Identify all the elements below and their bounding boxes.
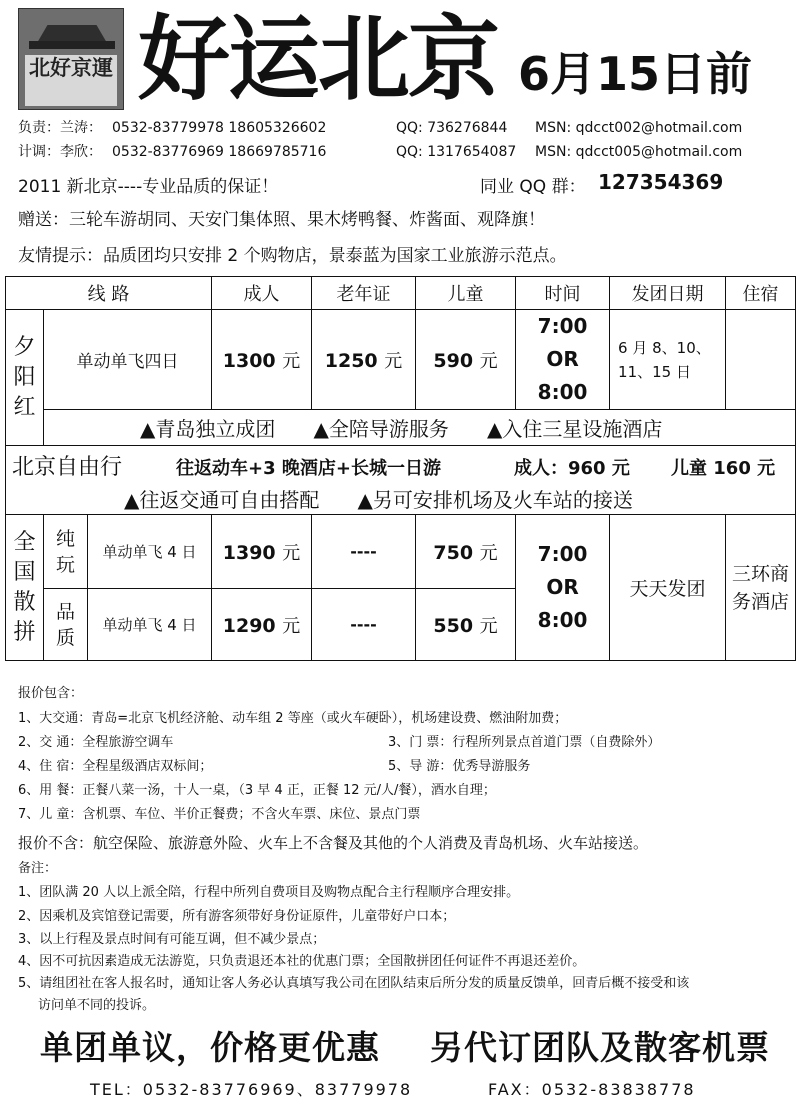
xiyanghong-child-value: 590 xyxy=(433,349,474,372)
exclude-line: 报价不含：航空保险、旅游意外险、火车上不含餐及其他的个人消费及青岛机场、火车站接送。 xyxy=(18,834,649,852)
remark-title: 备注： xyxy=(18,861,58,876)
quanguo-child-unit-1: 元 xyxy=(479,542,498,564)
quanguo-route-2: 单动单飞 4 日 xyxy=(88,589,212,661)
remark-3: 3、以上行程及景点时间有可能互调，但不减少景点； xyxy=(18,932,326,947)
free-travel-desc: 往返动车+3 晚酒店+长城一日游 xyxy=(176,458,441,479)
header-adult: 成人 xyxy=(212,277,312,310)
quanguo-adult-unit-2: 元 xyxy=(282,615,301,637)
promo-line: 2011 新北京----专业品质的保证！ xyxy=(18,177,279,197)
table-row-quanguo-chunwan xyxy=(6,515,796,589)
quanguo-senior-price-1: ---- xyxy=(312,515,416,589)
remark-2: 2、因乘机及宾馆登记需要，所有游客须带好身份证原件，儿童带好户口本； xyxy=(18,909,456,924)
quanguo-child-value-2: 550 xyxy=(433,614,474,637)
header-dates: 发团日期 xyxy=(610,277,726,310)
table-row-free-travel xyxy=(6,446,796,515)
xiyanghong-features: ▲青岛独立成团 ▲全陪导游服务 ▲入住三星设施酒店 xyxy=(44,410,796,446)
table-row-xiyanghong xyxy=(6,310,796,410)
contact-role-2: 计调：李欣： xyxy=(18,144,102,160)
xiyanghong-time xyxy=(516,310,610,410)
xiyanghong-route: 单动单飞四日 xyxy=(44,310,212,410)
contact-msn-2: MSN: qdcct005@hotmail.com xyxy=(535,144,743,160)
header-stay: 住宿 xyxy=(726,277,796,310)
xiyanghong-dates: 6 月 8、10、11、15 日 xyxy=(610,310,726,410)
quanguo-route-1: 单动单飞 4 日 xyxy=(88,515,212,589)
quanguo-type-2: 品质 xyxy=(44,589,88,661)
include-item-7: 7、儿 童：含机票、车位、半价正餐费；不含火车票、床位、景点门票 xyxy=(18,807,421,822)
quanguo-child-price-2 xyxy=(416,589,516,661)
gift-line: 赠送：三轮车游胡同、天安门集体照、果木烤鸭餐、炸酱面、观降旗！ xyxy=(18,210,545,230)
xiyanghong-senior-unit: 元 xyxy=(384,350,403,372)
quanguo-stay: 三环商务酒店 xyxy=(726,515,796,661)
contact-qq-2: QQ: 1317654087 xyxy=(396,144,517,160)
include-item-3: 3、门 票：行程所列景点首道门票（自费除外） xyxy=(388,735,661,750)
tip-line: 友情提示：品质团均只安排 2 个购物店，景泰蓝为国家工业旅游示范点。 xyxy=(18,246,567,266)
qq-group-label: 同业 QQ 群： xyxy=(480,177,586,197)
footer-tel: TEL：0532-83776969、83779978 xyxy=(90,1080,413,1099)
quanguo-adult-unit-1: 元 xyxy=(282,542,301,564)
contact-phone-2: 0532-83776969 18669785716 xyxy=(112,144,327,160)
xiyanghong-adult-value: 1300 xyxy=(222,349,276,372)
header-route: 线 路 xyxy=(6,277,212,310)
free-travel-notes: ▲往返交通可自由搭配 ▲另可安排机场及火车站的接送 xyxy=(124,488,633,512)
table-row-xiyanghong-features xyxy=(6,410,796,446)
time-option-1: 7:00 xyxy=(537,314,588,338)
quanguo-adult-value-2: 1290 xyxy=(222,614,276,637)
quanguo-adult-price-2 xyxy=(212,589,312,661)
slogan: 单团单议，价格更优惠 另代订团队及散客机票 xyxy=(40,1028,770,1067)
quanguo-dates: 天天发团 xyxy=(610,515,726,661)
quanguo-time-option-2: 8:00 xyxy=(537,608,588,632)
quanguo-type-1: 纯玩 xyxy=(44,515,88,589)
remark-5-cont: 访问单不同的投诉。 xyxy=(38,998,156,1013)
remark-4: 4、因不可抗因素造成无法游览，只负责退还本社的优惠门票；全国散拼团任何证件不再退还差价。 xyxy=(18,954,586,969)
xiyanghong-child-unit: 元 xyxy=(479,350,498,372)
quanguo-time-option-1: 7:00 xyxy=(537,542,588,566)
contact-msn-1: MSN: qdcct002@hotmail.com xyxy=(535,120,743,136)
quanguo-time xyxy=(516,515,610,661)
xiyanghong-adult-unit: 元 xyxy=(282,350,301,372)
quanguo-senior-price-2: ---- xyxy=(312,589,416,661)
remark-1: 1、团队满 20 人以上派全陪，行程中所列自费项目及购物点配合主行程顺序合理安排。 xyxy=(18,885,520,900)
title-date: 6月15日前 xyxy=(518,47,753,101)
contact-qq-1: QQ: 736276844 xyxy=(396,120,508,136)
quanguo-adult-value-1: 1390 xyxy=(222,541,276,564)
xiyanghong-senior-price xyxy=(312,310,416,410)
include-item-1: 1、大交通：青岛=北京飞机经济舱、动车组 2 等座（或火车硬卧），机场建设费、燃油附加费； xyxy=(18,711,568,726)
free-travel-cell xyxy=(6,446,796,515)
contact-role-1: 负责：兰涛： xyxy=(18,120,102,136)
xiyanghong-senior-value: 1250 xyxy=(324,349,378,372)
xiyanghong-adult-price xyxy=(212,310,312,410)
page-title: 好运北京 xyxy=(138,6,499,113)
qq-group-number: 127354369 xyxy=(598,170,724,194)
quanguo-time-or: OR xyxy=(546,575,579,599)
contact-phone-1: 0532-83779978 18605326602 xyxy=(112,120,327,136)
free-travel-label: 北京自由行 xyxy=(12,455,123,480)
quanguo-child-value-1: 750 xyxy=(433,541,474,564)
free-travel-adult-price: 成人：960 元 xyxy=(514,458,630,479)
quanguo-label: 全国散拼 xyxy=(6,515,44,661)
remark-5: 5、请组团社在客人报名时，通知让客人务必认真填写我公司在团队结束后所分发的质量反馈单，回青后概不接受和该 xyxy=(18,976,690,991)
logo-eave-shape xyxy=(29,41,115,49)
header-child: 儿童 xyxy=(416,277,516,310)
quanguo-child-unit-2: 元 xyxy=(479,615,498,637)
price-table xyxy=(5,276,796,661)
xiyanghong-child-price xyxy=(416,310,516,410)
include-title: 报价包含： xyxy=(18,686,84,701)
footer-fax: FAX：0532-83838778 xyxy=(488,1080,696,1099)
logo-text: 北好京運 xyxy=(25,55,117,106)
quanguo-child-price-1 xyxy=(416,515,516,589)
include-item-5: 5、导 游：优秀导游服务 xyxy=(388,759,531,774)
include-item-6: 6、用 餐：正餐八菜一汤，十人一桌，（3 早 4 正，正餐 12 元/人/餐），酒水自理； xyxy=(18,783,496,798)
header-senior: 老年证 xyxy=(312,277,416,310)
free-travel-child-price: 儿童 160 元 xyxy=(671,458,776,479)
include-item-4: 4、住 宿：全程星级酒店双标间； xyxy=(18,759,213,774)
xiyanghong-stay xyxy=(726,310,796,410)
include-item-2: 2、交 通：全程旅游空调车 xyxy=(18,735,174,750)
table-header-row xyxy=(6,277,796,310)
time-or: OR xyxy=(546,347,579,371)
logo xyxy=(18,8,124,110)
time-option-2: 8:00 xyxy=(537,380,588,404)
header-time: 时间 xyxy=(516,277,610,310)
quanguo-adult-price-1 xyxy=(212,515,312,589)
xiyanghong-label: 夕阳红 xyxy=(6,310,44,446)
